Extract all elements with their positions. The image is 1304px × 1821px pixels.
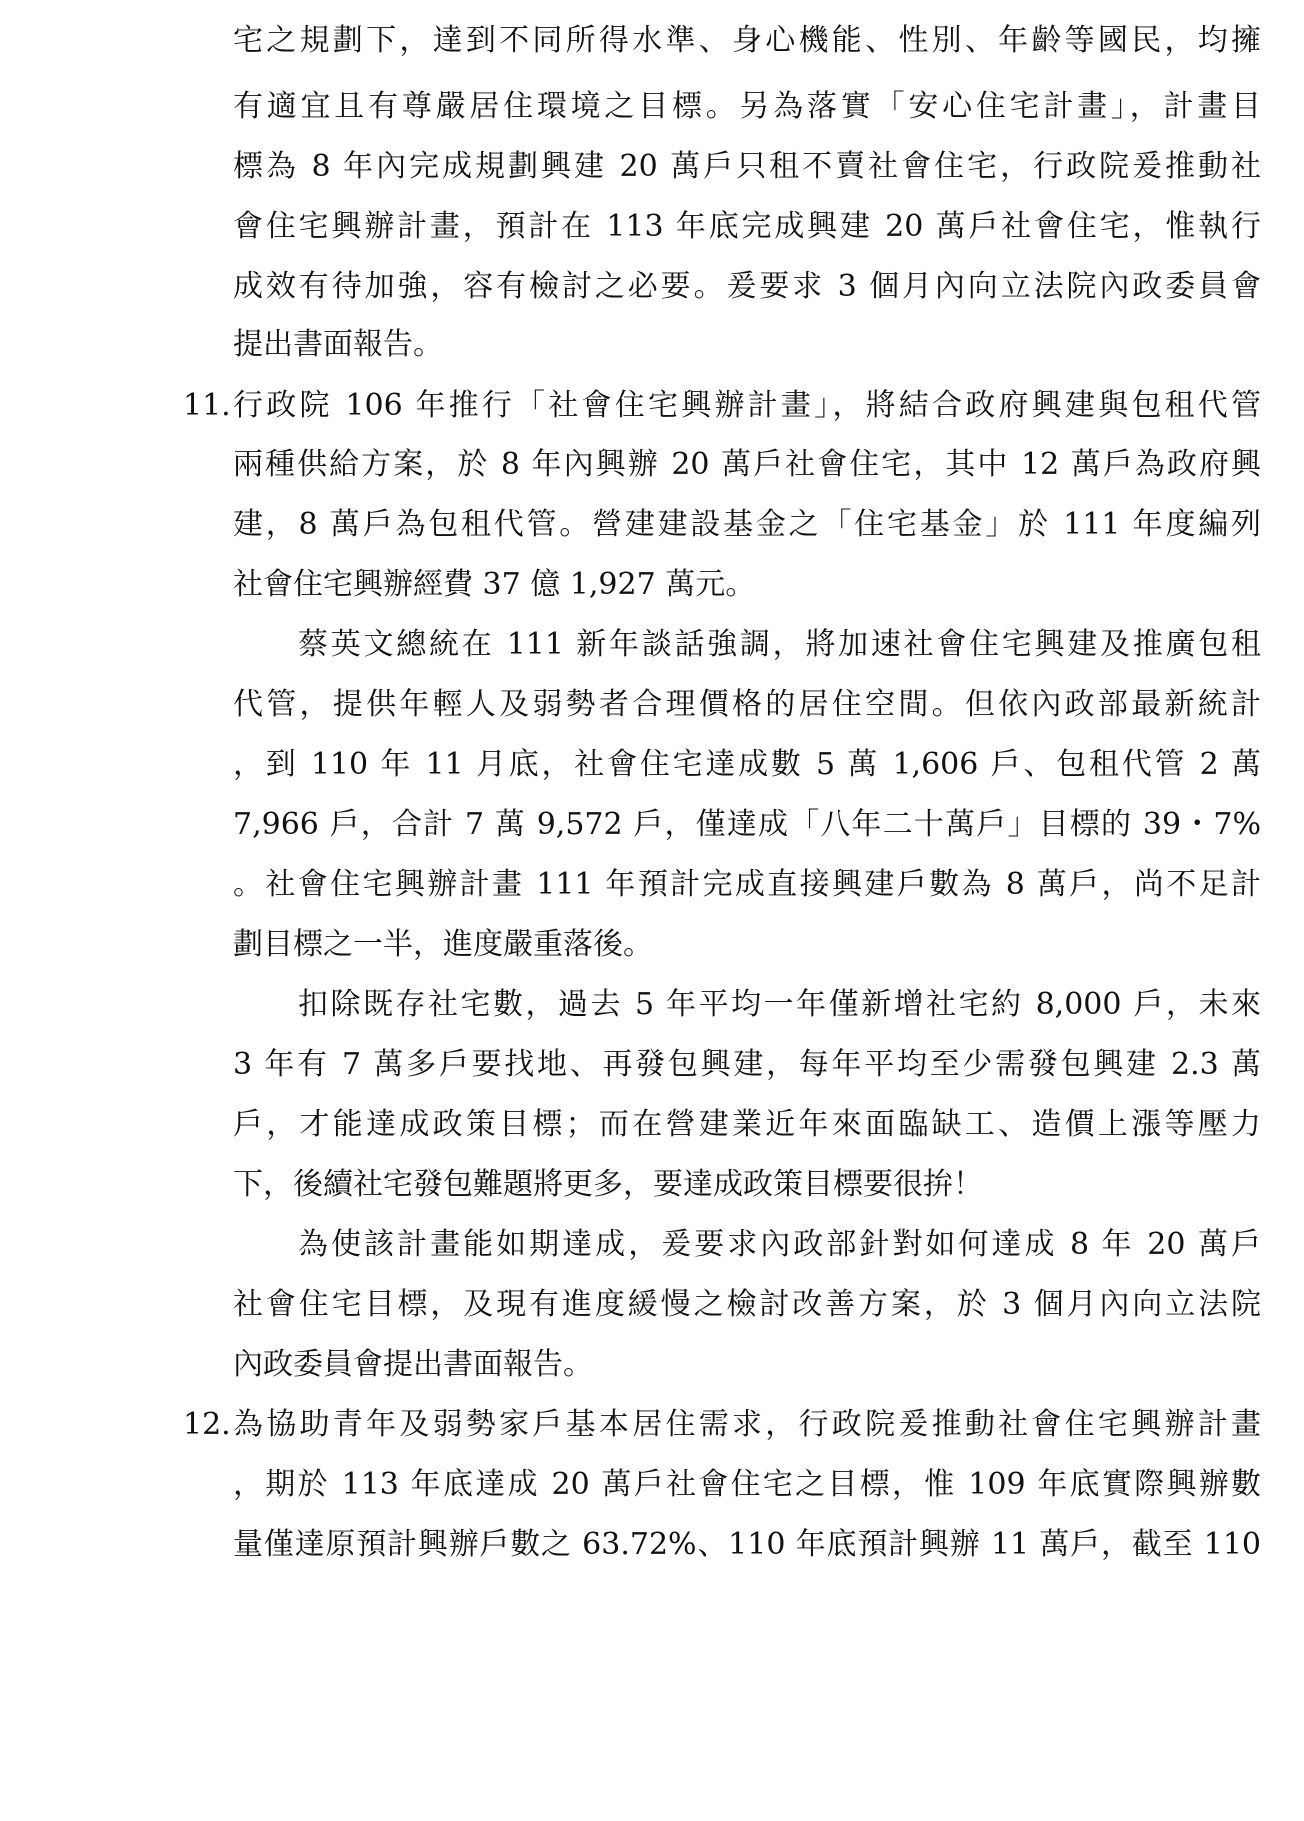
- text-line: 會住宅興辦計畫，預計在 113 年底完成興建 20 萬戶社會住宅，惟執行: [233, 209, 1261, 244]
- text-line: 蔡英文總統在 111 新年談話強調，將加速社會住宅興建及推廣包租: [298, 627, 1261, 662]
- text-line: 戶，才能達成政策目標；而在營建業近年來面臨缺工、造價上漲等壓力: [233, 1107, 1261, 1142]
- text-line: 量僅達原預計興辦戶數之 63.72%、110 年底預計興辦 11 萬戶，截至 110: [233, 1527, 1261, 1562]
- text-line: 內政委員會提出書面報告。: [233, 1347, 593, 1382]
- text-line: 為使該計畫能如期達成，爰要求內政部針對如何達成 8 年 20 萬戶: [298, 1227, 1261, 1262]
- text-line: 社會住宅目標，及現有進度緩慢之檢討改善方案，於 3 個月內向立法院: [233, 1287, 1261, 1322]
- text-line: 代管，提供年輕人及弱勢者合理價格的居住空間。但依內政部最新統計: [233, 687, 1261, 722]
- text-line: 提出書面報告。: [233, 327, 443, 362]
- text-line: 3 年有 7 萬多戶要找地、再發包興建，每年平均至少需發包興建 2.3 萬: [233, 1047, 1261, 1082]
- text-line: 行政院 106 年推行「社會住宅興辦計畫」，將結合政府興建與包租代管: [233, 388, 1261, 423]
- text-line: 7,966 戶，合計 7 萬 9,572 戶，僅達成「八年二十萬戶」目標的 39・7%: [233, 807, 1261, 842]
- text-line: 下，後續社宅發包難題將更多，要達成政策目標要很拚！: [233, 1167, 983, 1202]
- text-line: 。社會住宅興辦計畫 111 年預計完成直接興建戶數為 8 萬戶，尚不足計: [233, 867, 1261, 902]
- text-line: 宅之規劃下，達到不同所得水準、身心機能、性別、年齡等國民，均擁: [233, 23, 1261, 58]
- text-line: 建，8 萬戶為包租代管。營建建設基金之「住宅基金」於 111 年度編列: [233, 507, 1261, 542]
- text-line: 成效有待加強，容有檢討之必要。爰要求 3 個月內向立法院內政委員會: [233, 269, 1261, 304]
- text-line: 劃目標之一半，進度嚴重落後。: [233, 927, 653, 962]
- text-line: 為協助青年及弱勢家戶基本居住需求，行政院爰推動社會住宅興辦計畫: [233, 1407, 1261, 1442]
- item-number: 11.: [183, 388, 231, 423]
- text-line: 有適宜且有尊嚴居住環境之目標。另為落實「安心住宅計畫」，計畫目: [233, 89, 1261, 124]
- text-line: 兩種供給方案，於 8 年內興辦 20 萬戶社會住宅，其中 12 萬戶為政府興: [233, 447, 1261, 482]
- text-line: 標為 8 年內完成規劃興建 20 萬戶只租不賣社會住宅，行政院爰推動社: [233, 149, 1261, 184]
- text-line: ，到 110 年 11 月底，社會住宅達成數 5 萬 1,606 戶、包租代管 2 萬: [233, 747, 1261, 782]
- text-line: 扣除既存社宅數，過去 5 年平均一年僅新增社宅約 8,000 戶，未來: [298, 987, 1261, 1022]
- text-line: 社會住宅興辦經費 37 億 1,927 萬元。: [233, 567, 756, 602]
- text-line: ，期於 113 年底達成 20 萬戶社會住宅之目標，惟 109 年底實際興辦數: [233, 1467, 1261, 1502]
- item-number: 12.: [183, 1407, 231, 1442]
